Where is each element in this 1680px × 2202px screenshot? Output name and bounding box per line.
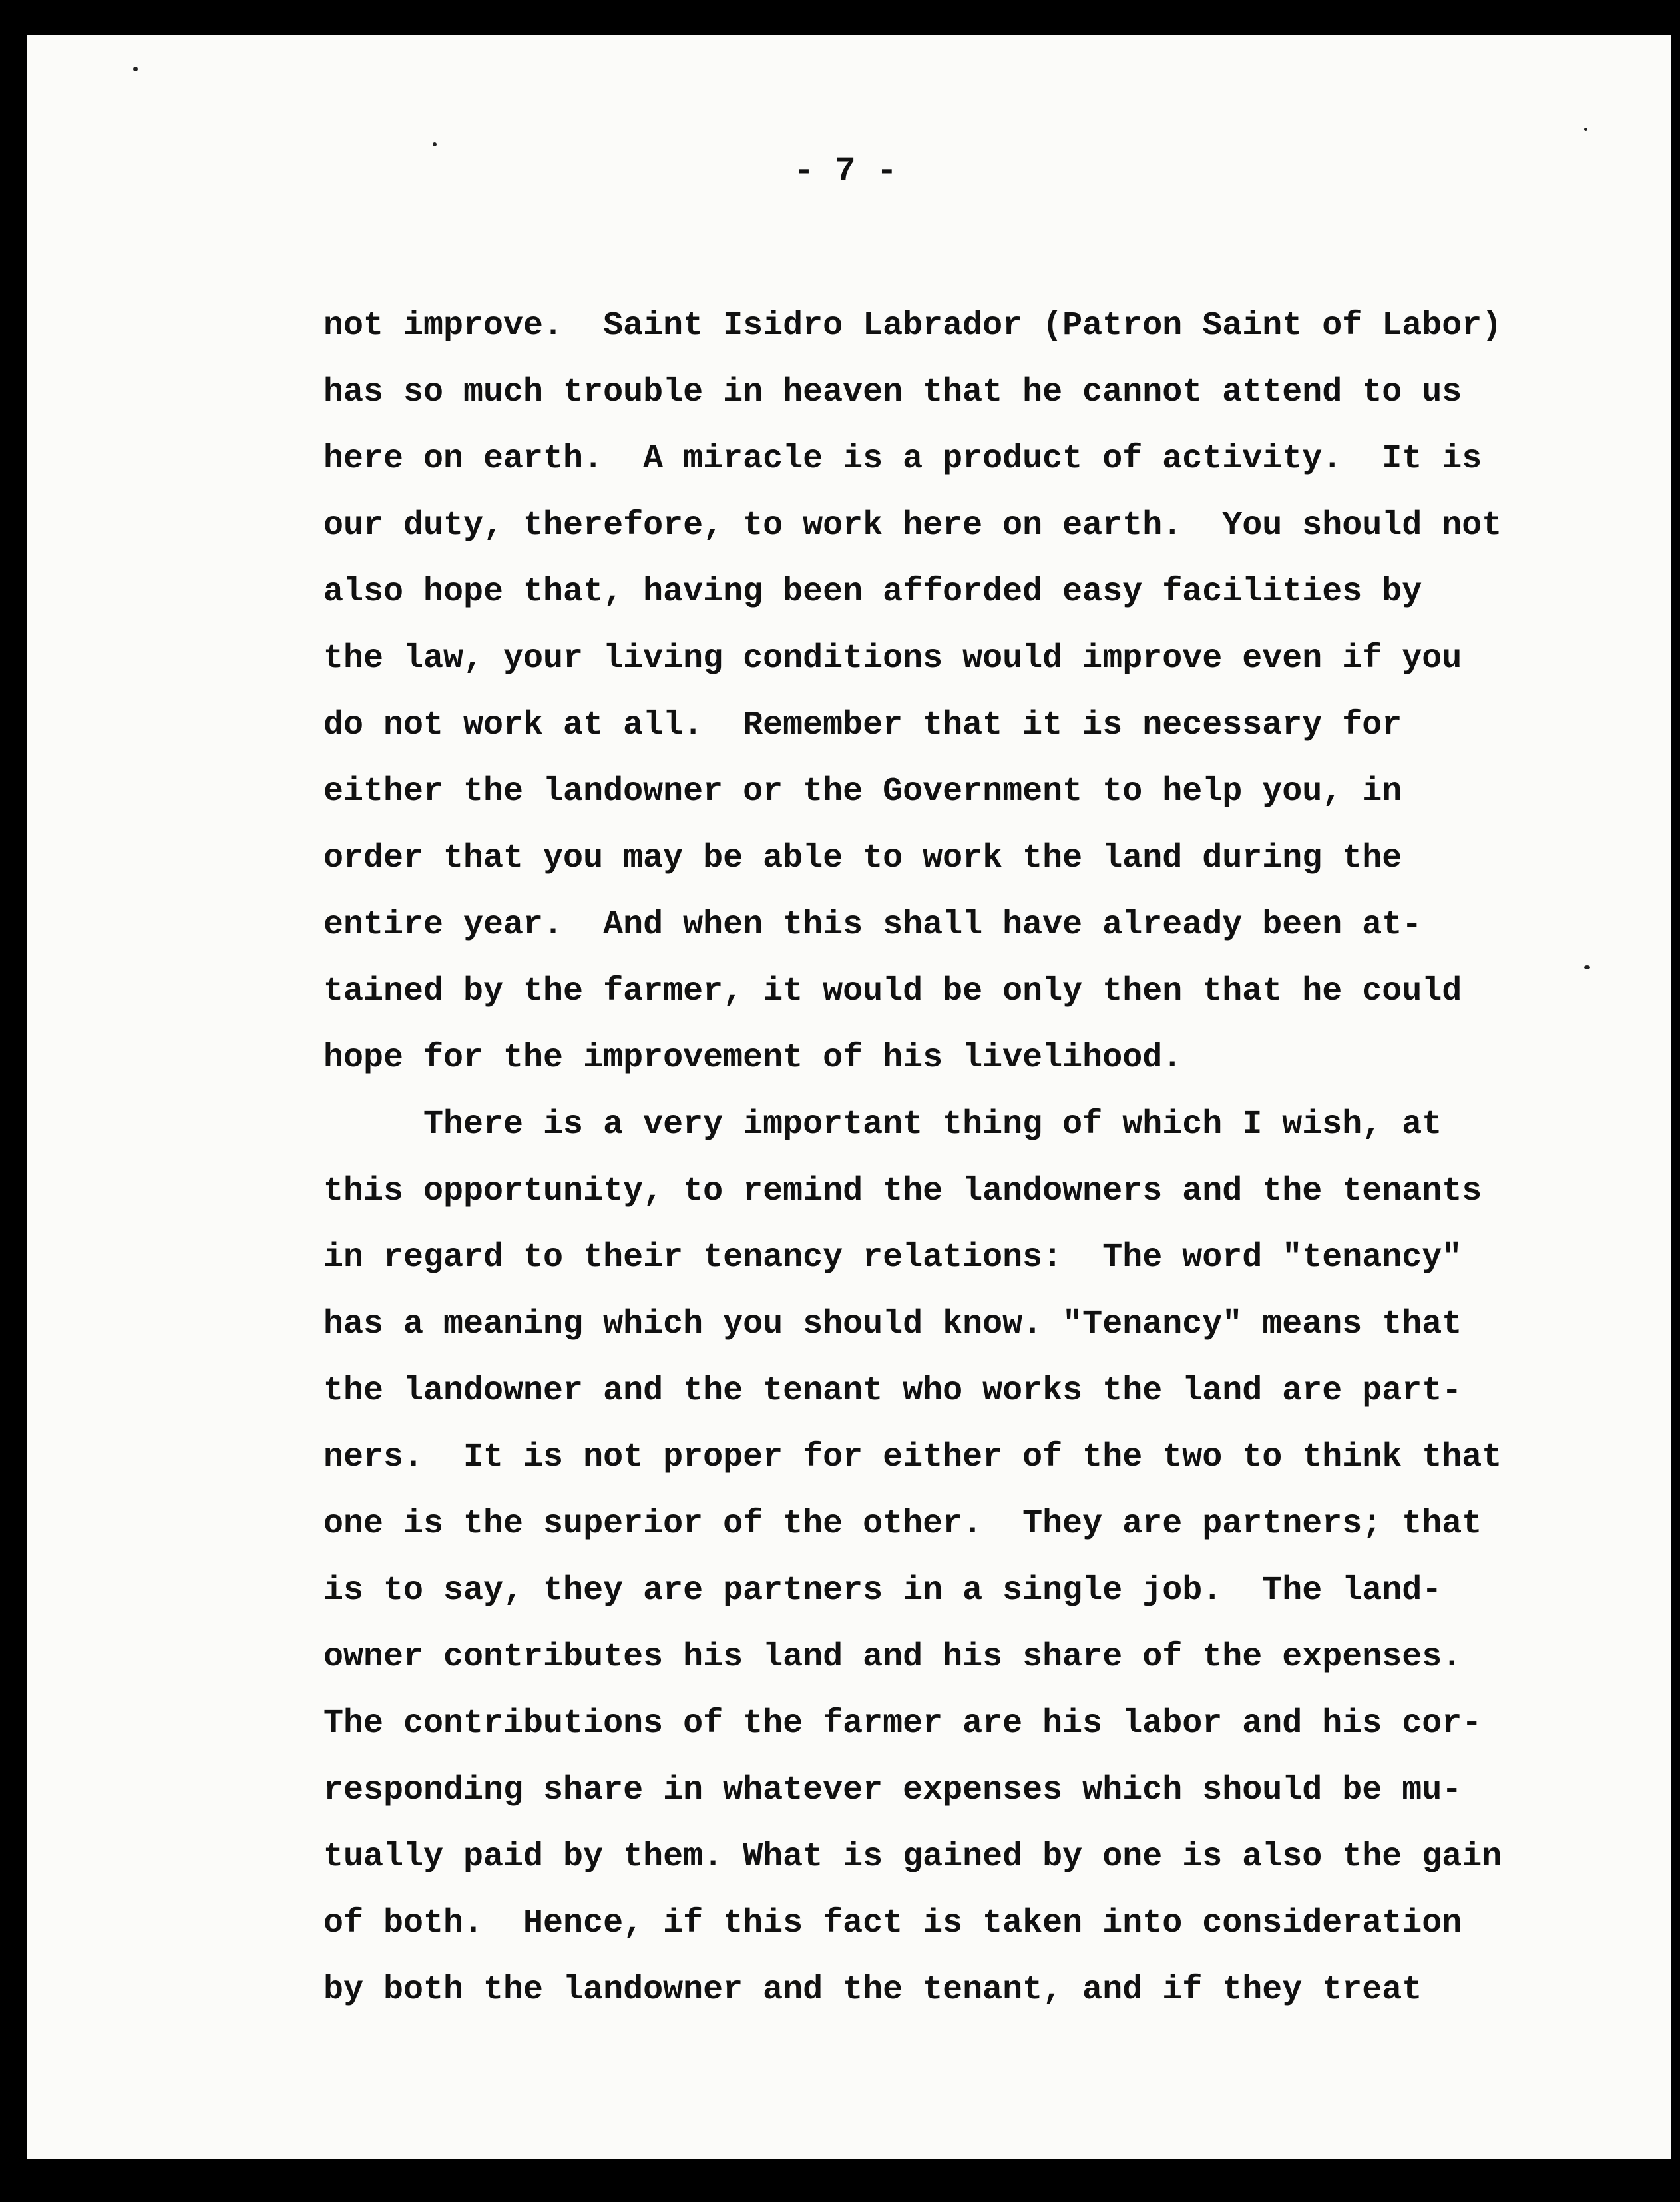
text-line: The contributions of the farmer are his labor and his cor- — [323, 1705, 1482, 1743]
text-line: one is the superior of the other. They are partners; that — [323, 1505, 1482, 1543]
text-line: here on earth. A miracle is a product of activity. It is — [323, 440, 1482, 478]
text-line: the landowner and the tenant who works the land are part- — [323, 1372, 1462, 1410]
text-line: has a meaning which you should know. "Tenancy" means that — [323, 1305, 1462, 1343]
text-line: of both. Hence, if this fact is taken into consideration — [323, 1904, 1462, 1942]
paper-speck — [1584, 128, 1587, 131]
text-line: do not work at all. Remember that it is necessary for — [323, 706, 1402, 744]
text-line: tained by the farmer, it would be only then that he could — [323, 973, 1462, 1010]
text-line: the law, your living conditions would improve even if you — [323, 640, 1462, 678]
text-line: our duty, therefore, to work here on earth. You should not — [323, 507, 1502, 545]
text-line: either the landowner or the Government to help you, in — [323, 773, 1402, 811]
text-line: hope for the improvement of his livelihood. — [323, 1039, 1183, 1077]
text-line: entire year. And when this shall have already been at- — [323, 906, 1422, 944]
text-line: responding share in whatever expenses which should be mu- — [323, 1771, 1462, 1809]
text-line: this opportunity, to remind the landowners and the tenants — [323, 1172, 1482, 1210]
text-line: by both the landowner and the tenant, and if they treat — [323, 1971, 1422, 2009]
text-line: owner contributes his land and his share of the expenses. — [323, 1638, 1462, 1676]
text-line: There is a very important thing of which I wish, at — [323, 1106, 1442, 1144]
text-line: tually paid by them. What is gained by one is also the gain — [323, 1838, 1502, 1876]
text-line: is to say, they are partners in a single job. The land- — [323, 1572, 1442, 1610]
page-number: - 7 - — [793, 152, 898, 191]
paper-speck — [433, 142, 437, 146]
page-body — [323, 293, 1628, 2024]
text-line: has so much trouble in heaven that he cannot attend to us — [323, 373, 1462, 411]
text-line: not improve. Saint Isidro Labrador (Patron Saint of Labor) — [323, 307, 1502, 345]
text-line: in regard to their tenancy relations: The word "tenancy" — [323, 1239, 1462, 1277]
text-line: also hope that, having been afforded easy facilities by — [323, 573, 1422, 611]
text-line: order that you may be able to work the land during the — [323, 839, 1402, 877]
text-line: ners. It is not proper for either of the two to think that — [323, 1438, 1502, 1476]
paper-speck — [133, 67, 138, 71]
